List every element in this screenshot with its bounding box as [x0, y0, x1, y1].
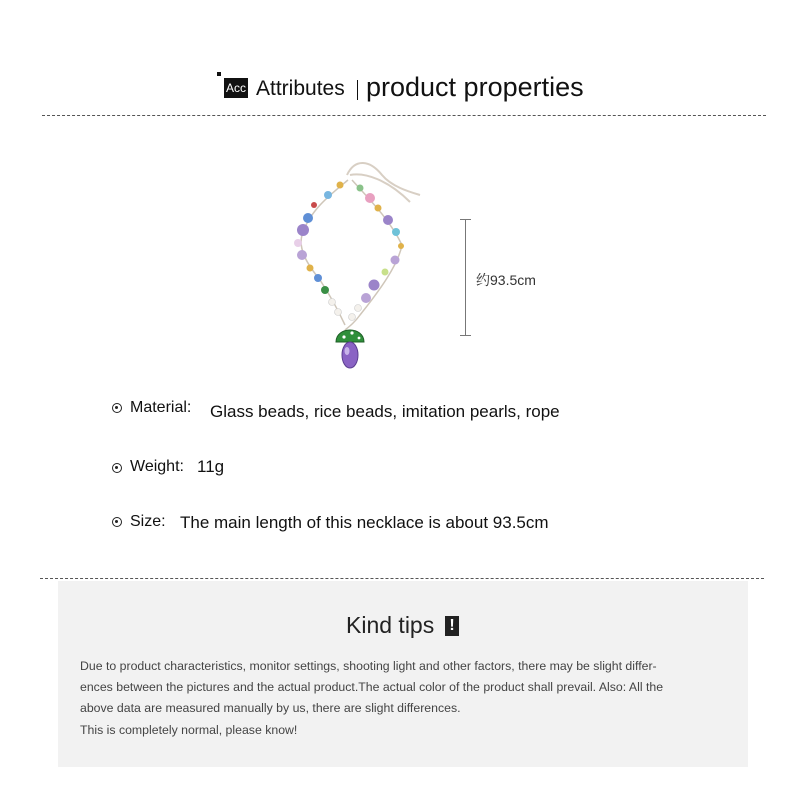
tips-line: above data are measured manually by us, there are slight differences. — [80, 701, 461, 715]
material-bullet-icon — [112, 403, 122, 413]
page-title: product properties — [366, 72, 584, 102]
material-label: Material: — [130, 399, 192, 416]
length-label: 约93.5cm — [476, 272, 536, 288]
middle-dashed-divider — [40, 578, 764, 579]
weight-bullet-icon — [112, 463, 122, 473]
length-indicator-cap-bottom — [460, 335, 471, 336]
header-label: Attributes — [256, 77, 345, 100]
header-badge: Acc — [224, 78, 248, 98]
tips-line: This is completely normal, please know! — [80, 723, 298, 737]
exclamation-icon: ! — [445, 616, 459, 636]
weight-value: 11g — [197, 457, 225, 476]
top-dashed-divider — [42, 115, 766, 116]
material-value: Glass beads, rice beads, imitation pearls, rope — [210, 402, 560, 421]
header-divider — [357, 80, 358, 100]
size-label: Size: — [130, 513, 166, 530]
header-dot-decoration — [217, 72, 221, 76]
length-indicator-cap-top — [460, 219, 471, 220]
tips-line: ences between the pictures and the actual product.The actual color of the product shall prevail. Also: All the — [80, 680, 664, 694]
tips-line: Due to product characteristics, monitor settings, shooting light and other factors, there may be slight differ- — [80, 659, 657, 673]
size-bullet-icon — [112, 517, 122, 527]
size-value: The main length of this necklace is about 93.5cm — [180, 513, 549, 532]
length-indicator-line — [465, 219, 466, 335]
kind-tips-title: Kind tips — [346, 612, 435, 638]
weight-label: Weight: — [130, 458, 184, 475]
kind-tips-panel — [58, 581, 748, 767]
necklace-image — [270, 150, 450, 380]
